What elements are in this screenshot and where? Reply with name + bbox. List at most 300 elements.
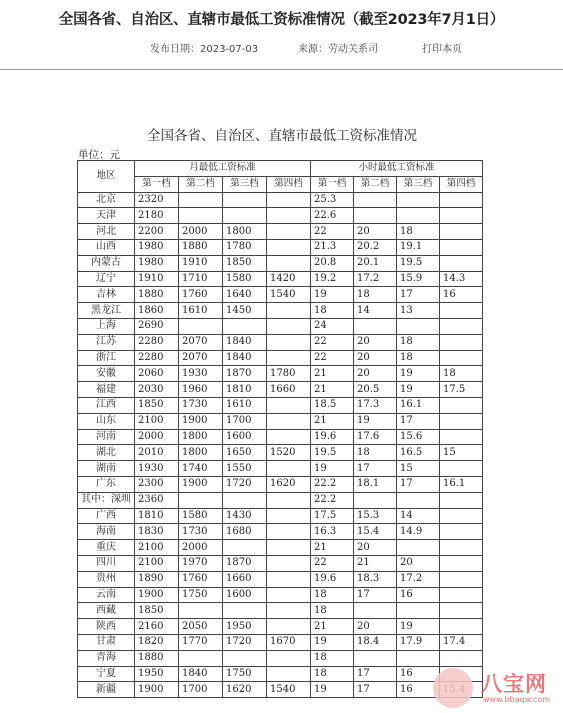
monthly-tier-2-cell: 1730 [179, 397, 223, 413]
region-header: 地区 [78, 161, 135, 193]
monthly-tier-1-cell: 2060 [135, 366, 179, 382]
hourly-tier-1-cell: 21 [311, 366, 354, 382]
hourly-tier-3-cell [397, 650, 440, 666]
monthly-tier-1-cell: 1880 [135, 287, 179, 303]
table-row [78, 461, 483, 477]
table-row [78, 366, 483, 382]
hourly-tier-2-cell: 15.3 [354, 508, 397, 524]
hourly-tier-1-cell: 18 [311, 303, 354, 319]
hourly-tier-1-cell: 18 [311, 666, 354, 682]
hourly-tier-4-cell [440, 619, 483, 635]
table-row [78, 382, 483, 398]
hourly-tier-2-cell: 18.3 [354, 571, 397, 587]
monthly-tier-4-cell [267, 650, 311, 666]
hourly-tier-1-cell: 19.5 [311, 445, 354, 461]
hourly-tier-1-cell: 22.2 [311, 476, 354, 492]
hourly-tier-4-cell [440, 587, 483, 603]
region-cell: 贵州 [78, 571, 135, 587]
monthly-tier-2-cell: 1610 [179, 303, 223, 319]
region-cell: 吉林 [78, 287, 135, 303]
region-cell: 湖北 [78, 445, 135, 461]
hourly-tier-2-cell: 21 [354, 555, 397, 571]
monthly-tier-3-cell: 1840 [223, 334, 267, 350]
hourly-tier-1-cell: 22 [311, 555, 354, 571]
monthly-group-header: 月最低工资标准 [135, 161, 311, 177]
region-cell: 浙江 [78, 350, 135, 366]
publish-date: 发布日期：2023-07-03 [150, 44, 259, 55]
region-cell: 甘肃 [78, 634, 135, 650]
meta-bar [0, 40, 563, 56]
table-row [78, 239, 483, 255]
table-row [78, 208, 483, 224]
region-cell: 福建 [78, 382, 135, 398]
monthly-tier-3-cell: 1800 [223, 224, 267, 240]
monthly-tier-3-cell [223, 318, 267, 334]
monthly-tier-4-cell [267, 224, 311, 240]
monthly-tier-4-cell [267, 413, 311, 429]
hourly-tier-3-cell: 16 [397, 682, 440, 698]
table-row [78, 318, 483, 334]
hourly-tier-4-cell [440, 540, 483, 556]
monthly-tier-3-cell [223, 192, 267, 208]
hourly-tier-1-cell: 16.3 [311, 524, 354, 540]
monthly-tier-1-cell: 1880 [135, 650, 179, 666]
monthly-tier-2-cell: 2070 [179, 350, 223, 366]
monthly-tier-1-cell: 1830 [135, 524, 179, 540]
hourly-tier-1-cell: 19 [311, 461, 354, 477]
hourly-tier-4-cell [440, 303, 483, 319]
monthly-tier-1-cell: 1850 [135, 397, 179, 413]
hourly-tier-1-cell: 21 [311, 413, 354, 429]
hourly-tier-1-cell: 18 [311, 650, 354, 666]
monthly-tier-3-cell: 1870 [223, 366, 267, 382]
monthly-tier-4-cell [267, 192, 311, 208]
monthly-tier-3-cell: 1650 [223, 445, 267, 461]
hourly-tier-4-cell [440, 461, 483, 477]
region-cell: 河南 [78, 429, 135, 445]
monthly-tier-4-cell [267, 619, 311, 635]
monthly-tier-3-cell: 1720 [223, 476, 267, 492]
hourly-tier-4-cell [440, 429, 483, 445]
monthly-tier-3-cell: 1550 [223, 461, 267, 477]
monthly-tier-4-cell [267, 508, 311, 524]
region-cell: 江苏 [78, 334, 135, 350]
hourly-tier-3-cell [397, 603, 440, 619]
hourly-tier-2-cell: 17 [354, 461, 397, 477]
table-row [78, 524, 483, 540]
hourly-tier-2-cell: 20 [354, 619, 397, 635]
table-row [78, 224, 483, 240]
hourly-tier-3-cell: 18 [397, 224, 440, 240]
hourly-tier-2-cell: 14 [354, 303, 397, 319]
hourly-tier-1-cell: 20.8 [311, 255, 354, 271]
region-cell: 广西 [78, 508, 135, 524]
hourly-tier-1-cell: 22.6 [311, 208, 354, 224]
monthly-tier-2-cell [179, 318, 223, 334]
monthly-tier-1-cell: 2180 [135, 208, 179, 224]
monthly-tier-3-cell: 1810 [223, 382, 267, 398]
hourly-tier-3-cell: 15.9 [397, 271, 440, 287]
region-cell: 广东 [78, 476, 135, 492]
monthly-tier-3-cell: 1780 [223, 239, 267, 255]
monthly-tier-1-cell: 2160 [135, 619, 179, 635]
monthly-tier-1-cell: 1890 [135, 571, 179, 587]
hourly-tier-1-cell: 21 [311, 382, 354, 398]
monthly-tier-1-cell: 2360 [135, 492, 179, 508]
hourly-tier-2-cell: 17.2 [354, 271, 397, 287]
monthly-tier-3-cell: 1680 [223, 524, 267, 540]
monthly-tier-3-cell: 1750 [223, 666, 267, 682]
monthly-tier-4-cell [267, 555, 311, 571]
monthly-tier-2-cell: 1580 [179, 508, 223, 524]
monthly-tier-3-cell: 1720 [223, 634, 267, 650]
region-cell: 重庆 [78, 540, 135, 556]
mascot-icon [433, 668, 473, 708]
monthly-tier-2-cell: 2050 [179, 619, 223, 635]
region-cell: 河北 [78, 224, 135, 240]
hourly-group-header: 小时最低工资标准 [311, 161, 483, 177]
hourly-tier-4-cell: 18 [440, 366, 483, 382]
monthly-tier-4-cell [267, 571, 311, 587]
hourly-tier-4-cell [440, 555, 483, 571]
monthly-tier-2-cell: 1900 [179, 413, 223, 429]
hourly-tier-3-cell [397, 540, 440, 556]
hourly-tier-1-cell: 21 [311, 619, 354, 635]
hourly-tier-2-cell: 17 [354, 666, 397, 682]
hourly-tier-4-cell [440, 208, 483, 224]
hourly-tier-2-cell: 20 [354, 334, 397, 350]
hourly-tier-3-cell: 16.1 [397, 397, 440, 413]
watermark-url: www.bbaqw.com [483, 695, 551, 704]
monthly-tier-2-cell: 1930 [179, 366, 223, 382]
table-row [78, 334, 483, 350]
hourly-tier-4-cell [440, 318, 483, 334]
monthly-tier-2-cell: 2000 [179, 540, 223, 556]
hourly-tier-3-cell: 19.1 [397, 239, 440, 255]
hourly-tier-1-cell: 22.2 [311, 492, 354, 508]
monthly-tier-1-cell: 1900 [135, 587, 179, 603]
monthly-tier-2-cell [179, 492, 223, 508]
monthly-tier-1-cell: 1930 [135, 461, 179, 477]
monthly-tier-3-cell: 1580 [223, 271, 267, 287]
monthly-tier-2-cell: 1710 [179, 271, 223, 287]
monthly-tier-1-cell: 2690 [135, 318, 179, 334]
hourly-tier-2-cell: 19 [354, 413, 397, 429]
table-row [78, 540, 483, 556]
monthly-tier-2-cell: 1700 [179, 682, 223, 698]
region-cell: 其中：深圳 [78, 492, 135, 508]
monthly-tier-4-cell [267, 303, 311, 319]
monthly-tier-2-cell: 1800 [179, 429, 223, 445]
hourly-tier-2-cell: 17.3 [354, 397, 397, 413]
monthly-tier-4-cell [267, 350, 311, 366]
hourly-tier-1-cell: 25.3 [311, 192, 354, 208]
hourly-tier-3-cell: 19.5 [397, 255, 440, 271]
hourly-tier-3-cell: 19 [397, 366, 440, 382]
hourly-tier-4-cell [440, 224, 483, 240]
hourly-tier-2-header: 第二档 [354, 176, 397, 192]
monthly-tier-3-cell [223, 492, 267, 508]
hourly-tier-3-cell: 17.9 [397, 634, 440, 650]
hourly-tier-3-cell: 17 [397, 413, 440, 429]
hourly-tier-2-cell [354, 208, 397, 224]
monthly-tier-1-cell: 2010 [135, 445, 179, 461]
hourly-tier-4-cell [440, 397, 483, 413]
region-cell: 湖南 [78, 461, 135, 477]
monthly-tier-4-cell [267, 429, 311, 445]
region-cell: 四川 [78, 555, 135, 571]
header-divider [0, 69, 563, 70]
region-cell: 海南 [78, 524, 135, 540]
watermark-text: 八宝网 [481, 672, 547, 696]
hourly-tier-4-cell [440, 350, 483, 366]
hourly-tier-4-cell [440, 524, 483, 540]
monthly-tier-1-cell: 2300 [135, 476, 179, 492]
monthly-tier-4-cell [267, 255, 311, 271]
table-row [78, 429, 483, 445]
monthly-tier-4-cell [267, 492, 311, 508]
monthly-tier-2-cell [179, 208, 223, 224]
monthly-tier-1-cell: 2000 [135, 429, 179, 445]
hourly-tier-2-cell: 20.5 [354, 382, 397, 398]
hourly-tier-2-cell: 17.6 [354, 429, 397, 445]
table-row [78, 476, 483, 492]
monthly-tier-4-header: 第四档 [267, 176, 311, 192]
hourly-tier-3-cell: 17 [397, 287, 440, 303]
hourly-tier-3-cell: 15 [397, 461, 440, 477]
monthly-tier-1-cell: 2030 [135, 382, 179, 398]
hourly-tier-4-cell [440, 413, 483, 429]
hourly-tier-3-cell [397, 492, 440, 508]
monthly-tier-3-cell: 1660 [223, 571, 267, 587]
monthly-tier-1-cell: 1980 [135, 239, 179, 255]
hourly-tier-4-cell [440, 255, 483, 271]
hourly-tier-2-cell: 20 [354, 366, 397, 382]
print-page-link[interactable]: 打印本页 [422, 44, 462, 55]
region-cell: 陕西 [78, 619, 135, 635]
monthly-tier-1-cell: 1860 [135, 303, 179, 319]
table-row [78, 445, 483, 461]
table-body [78, 192, 483, 698]
region-cell: 北京 [78, 192, 135, 208]
hourly-tier-3-cell: 13 [397, 303, 440, 319]
hourly-tier-2-cell: 20 [354, 224, 397, 240]
hourly-tier-1-cell: 19 [311, 634, 354, 650]
hourly-tier-2-cell: 20 [354, 540, 397, 556]
monthly-tier-3-cell [223, 208, 267, 224]
monthly-tier-2-cell: 1910 [179, 255, 223, 271]
hourly-tier-3-header: 第三档 [397, 176, 440, 192]
region-cell: 天津 [78, 208, 135, 224]
monthly-tier-1-cell: 2100 [135, 540, 179, 556]
monthly-tier-2-cell: 1900 [179, 476, 223, 492]
monthly-tier-1-cell: 1950 [135, 666, 179, 682]
monthly-tier-2-cell: 2070 [179, 334, 223, 350]
hourly-tier-3-cell: 19 [397, 382, 440, 398]
monthly-tier-1-cell: 2280 [135, 334, 179, 350]
monthly-tier-4-cell: 1540 [267, 682, 311, 698]
monthly-tier-4-cell [267, 208, 311, 224]
hourly-tier-3-cell: 15.6 [397, 429, 440, 445]
watermark [431, 666, 563, 713]
hourly-tier-2-cell [354, 192, 397, 208]
hourly-tier-1-header: 第一档 [311, 176, 354, 192]
hourly-tier-1-cell: 22 [311, 224, 354, 240]
hourly-tier-2-cell: 18.4 [354, 634, 397, 650]
page-title: 全国各省、自治区、直辖市最低工资标准情况（截至2023年7月1日） [58, 12, 505, 28]
monthly-tier-4-cell [267, 318, 311, 334]
table-row [78, 666, 483, 682]
monthly-tier-4-cell: 1780 [267, 366, 311, 382]
hourly-tier-3-cell: 16.5 [397, 445, 440, 461]
hourly-tier-3-cell: 16 [397, 666, 440, 682]
hourly-tier-1-cell: 21.3 [311, 239, 354, 255]
table-row [78, 634, 483, 650]
table-row [78, 192, 483, 208]
monthly-tier-4-cell: 1620 [267, 476, 311, 492]
region-cell: 西藏 [78, 603, 135, 619]
region-cell: 黑龙江 [78, 303, 135, 319]
hourly-tier-2-cell: 15.4 [354, 524, 397, 540]
hourly-tier-4-cell [440, 492, 483, 508]
hourly-tier-1-cell: 22 [311, 334, 354, 350]
monthly-tier-2-cell [179, 603, 223, 619]
hourly-tier-4-cell: 15 [440, 445, 483, 461]
hourly-tier-1-cell: 19 [311, 287, 354, 303]
hourly-tier-2-cell: 20.2 [354, 239, 397, 255]
monthly-tier-3-cell: 1840 [223, 350, 267, 366]
hourly-tier-2-cell: 17 [354, 587, 397, 603]
hourly-tier-2-cell: 18 [354, 287, 397, 303]
monthly-tier-1-cell: 1820 [135, 634, 179, 650]
hourly-tier-3-cell: 18 [397, 350, 440, 366]
table-row [78, 492, 483, 508]
hourly-tier-3-cell: 18 [397, 334, 440, 350]
hourly-tier-2-cell: 20.1 [354, 255, 397, 271]
monthly-tier-4-cell [267, 587, 311, 603]
monthly-tier-2-cell: 1960 [179, 382, 223, 398]
monthly-tier-4-cell [267, 397, 311, 413]
minimum-wage-table [77, 160, 483, 698]
monthly-tier-1-header: 第一档 [135, 176, 179, 192]
monthly-tier-4-cell: 1520 [267, 445, 311, 461]
hourly-tier-2-cell: 17 [354, 682, 397, 698]
monthly-tier-4-cell: 1660 [267, 382, 311, 398]
monthly-tier-3-cell [223, 650, 267, 666]
hourly-tier-3-cell: 16 [397, 587, 440, 603]
monthly-tier-2-cell: 1800 [179, 445, 223, 461]
monthly-tier-3-header: 第三档 [223, 176, 267, 192]
monthly-tier-1-cell: 1810 [135, 508, 179, 524]
hourly-tier-1-cell: 19.2 [311, 271, 354, 287]
table-row [78, 303, 483, 319]
table-row [78, 571, 483, 587]
hourly-tier-1-cell: 22 [311, 350, 354, 366]
monthly-tier-4-cell [267, 239, 311, 255]
table-row [78, 555, 483, 571]
table-row [78, 397, 483, 413]
table-row [78, 350, 483, 366]
hourly-tier-1-cell: 18 [311, 587, 354, 603]
region-cell: 山东 [78, 413, 135, 429]
monthly-tier-4-cell: 1540 [267, 287, 311, 303]
hourly-tier-4-cell [440, 508, 483, 524]
table-row [78, 413, 483, 429]
monthly-tier-3-cell: 1640 [223, 287, 267, 303]
hourly-tier-1-cell: 19 [311, 682, 354, 698]
hourly-tier-4-cell [440, 334, 483, 350]
hourly-tier-4-cell: 17.4 [440, 634, 483, 650]
unit-label: 单位：元 [78, 149, 120, 161]
hourly-tier-1-cell: 18 [311, 603, 354, 619]
monthly-tier-2-cell: 1880 [179, 239, 223, 255]
hourly-tier-1-cell: 19.6 [311, 429, 354, 445]
monthly-tier-1-cell: 1900 [135, 682, 179, 698]
hourly-tier-1-cell: 18.5 [311, 397, 354, 413]
hourly-tier-1-cell: 19.6 [311, 571, 354, 587]
hourly-tier-2-cell [354, 492, 397, 508]
hourly-tier-2-cell: 18 [354, 445, 397, 461]
region-cell: 云南 [78, 587, 135, 603]
region-cell: 辽宁 [78, 271, 135, 287]
monthly-tier-1-cell: 2280 [135, 350, 179, 366]
table-row [78, 287, 483, 303]
hourly-tier-4-cell: 17.5 [440, 382, 483, 398]
table-row [78, 271, 483, 287]
table-row [78, 650, 483, 666]
monthly-tier-4-cell [267, 666, 311, 682]
monthly-tier-2-cell: 2000 [179, 224, 223, 240]
monthly-tier-4-cell [267, 461, 311, 477]
monthly-tier-4-cell: 1420 [267, 271, 311, 287]
monthly-tier-2-cell: 1740 [179, 461, 223, 477]
hourly-tier-2-cell [354, 650, 397, 666]
monthly-tier-1-cell: 2100 [135, 413, 179, 429]
monthly-tier-2-cell [179, 192, 223, 208]
monthly-tier-3-cell: 1620 [223, 682, 267, 698]
monthly-tier-3-cell: 1950 [223, 619, 267, 635]
hourly-tier-4-cell [440, 239, 483, 255]
source-label: 来源：劳动关系司 [298, 44, 378, 55]
monthly-tier-3-cell: 1430 [223, 508, 267, 524]
hourly-tier-3-cell: 17.2 [397, 571, 440, 587]
table-row [78, 587, 483, 603]
region-cell: 江西 [78, 397, 135, 413]
hourly-tier-1-cell: 21 [311, 540, 354, 556]
hourly-tier-3-cell: 14.9 [397, 524, 440, 540]
monthly-tier-4-cell [267, 334, 311, 350]
hourly-tier-2-cell: 20 [354, 350, 397, 366]
monthly-tier-4-cell [267, 603, 311, 619]
region-cell: 宁夏 [78, 666, 135, 682]
monthly-tier-1-cell: 2100 [135, 555, 179, 571]
hourly-tier-4-cell [440, 603, 483, 619]
monthly-tier-1-cell: 2320 [135, 192, 179, 208]
region-cell: 安徽 [78, 366, 135, 382]
monthly-tier-4-cell [267, 524, 311, 540]
monthly-tier-2-header: 第二档 [179, 176, 223, 192]
table-row [78, 508, 483, 524]
monthly-tier-3-cell: 1610 [223, 397, 267, 413]
hourly-tier-4-cell: 16 [440, 287, 483, 303]
document-title: 全国各省、自治区、直辖市最低工资标准情况 [147, 128, 417, 144]
hourly-tier-4-cell: 16.1 [440, 476, 483, 492]
hourly-tier-4-cell: 14.3 [440, 271, 483, 287]
hourly-tier-4-cell [440, 650, 483, 666]
monthly-tier-4-cell [267, 540, 311, 556]
monthly-tier-3-cell: 1850 [223, 255, 267, 271]
monthly-tier-3-cell [223, 540, 267, 556]
